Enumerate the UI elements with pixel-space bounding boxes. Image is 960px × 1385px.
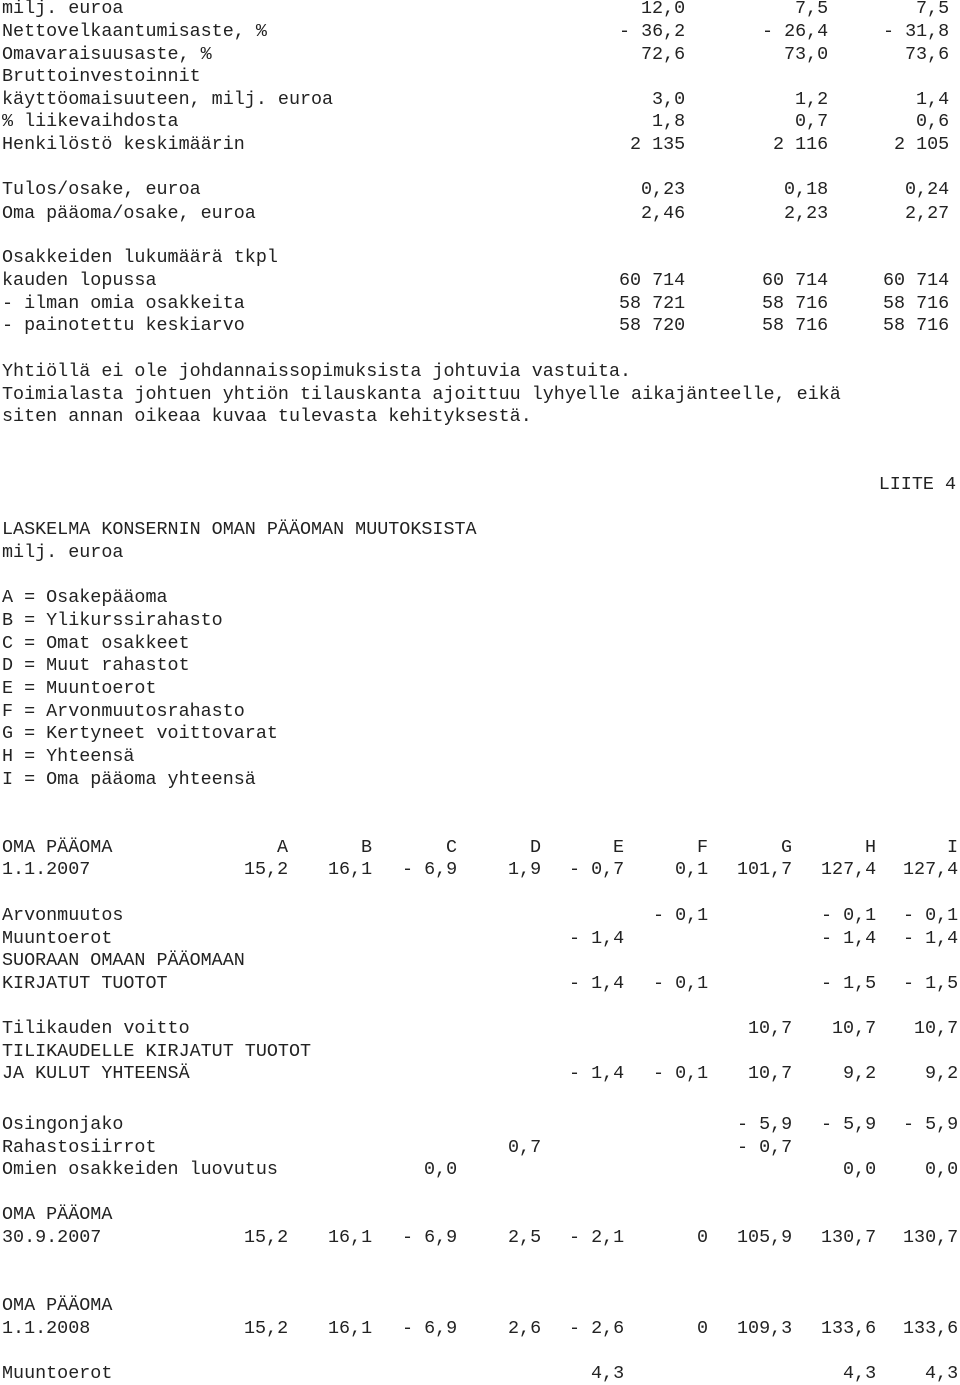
value-cell: 127,4	[903, 859, 959, 880]
value-cell: 10,7	[748, 1063, 793, 1084]
value-cell: 60 714	[762, 270, 829, 291]
row-label: 1.1.2007	[2, 859, 91, 880]
value-cell: 58 716	[762, 315, 829, 336]
row-label: Osakkeiden lukumäärä tkpl	[2, 247, 278, 268]
row-label: Osingonjako	[2, 1114, 124, 1135]
value-cell: - 2,6	[569, 1318, 625, 1339]
value-cell: 1,9	[508, 859, 542, 880]
row-label: - painotettu keskiarvo	[2, 315, 245, 336]
row-label: Bruttoinvestoinnit	[2, 66, 201, 87]
value-cell: - 1,4	[569, 928, 625, 949]
note-line: Toimialasta johtuen yhtiön tilauskanta ajoittuu lyhyelle aikajänteelle, eikä	[2, 384, 841, 405]
value-cell: 73,6	[905, 44, 950, 65]
value-cell: 2 105	[894, 134, 950, 155]
legend-item: H = Yhteensä	[2, 746, 135, 767]
value-cell: 2,6	[508, 1318, 542, 1339]
value-cell: 58 716	[883, 293, 950, 314]
value-cell: - 1,5	[821, 973, 877, 994]
value-cell: 1,4	[916, 89, 950, 110]
value-cell: 101,7	[737, 859, 793, 880]
value-cell: 130,7	[821, 1227, 877, 1248]
value-cell: - 0,7	[737, 1137, 793, 1158]
value-cell: 1,2	[795, 89, 829, 110]
value-cell: 16,1	[328, 1318, 373, 1339]
value-cell: 0,7	[508, 1137, 542, 1158]
column-header: H	[865, 837, 877, 858]
value-cell: 2 116	[773, 134, 829, 155]
value-cell: 10,7	[748, 1018, 793, 1039]
value-cell: - 0,1	[821, 905, 877, 926]
value-cell: 0,0	[925, 1159, 959, 1180]
key-figure-row	[2, 133, 950, 156]
row-label: käyttöomaisuuteen, milj. euroa	[2, 89, 334, 110]
legend-item: I = Oma pääoma yhteensä	[2, 769, 256, 790]
value-cell: - 2,1	[569, 1227, 625, 1248]
key-figure-row	[2, 246, 278, 269]
column-header: I	[947, 837, 959, 858]
value-cell: - 1,4	[569, 973, 625, 994]
key-figure-row	[2, 202, 950, 225]
value-cell: 127,4	[821, 859, 877, 880]
value-cell: 0	[697, 1318, 709, 1339]
value-cell: 60 714	[619, 270, 686, 291]
value-cell: 58 716	[883, 315, 950, 336]
value-cell: 15,2	[244, 1318, 289, 1339]
row-label: Tulos/osake, euroa	[2, 179, 201, 200]
value-cell: - 1,4	[821, 928, 877, 949]
value-cell: 0,0	[424, 1159, 458, 1180]
column-header: A	[277, 837, 289, 858]
key-figure-row	[2, 65, 201, 88]
value-cell: 15,2	[244, 859, 289, 880]
value-cell: 16,1	[328, 859, 373, 880]
row-label: TILIKAUDELLE KIRJATUT TUOTOT	[2, 1041, 312, 1062]
value-cell: 105,9	[737, 1227, 793, 1248]
row-label: Rahastosiirrot	[2, 1137, 157, 1158]
value-cell: 133,6	[903, 1318, 959, 1339]
key-figure-row	[2, 0, 950, 20]
value-cell: 1,8	[652, 111, 686, 132]
row-label: Henkilöstö keskimäärin	[2, 134, 245, 155]
value-cell: 0,6	[916, 111, 950, 132]
key-figure-row	[2, 110, 950, 133]
row-label: 30.9.2007	[2, 1227, 102, 1248]
value-cell: 9,2	[843, 1063, 877, 1084]
key-figure-row	[2, 43, 950, 66]
unit-label: milj. euroa	[2, 542, 124, 563]
value-cell: 12,0	[641, 0, 686, 19]
value-cell: 130,7	[903, 1227, 959, 1248]
value-cell: - 0,1	[653, 1063, 709, 1084]
value-cell: 16,1	[328, 1227, 373, 1248]
column-header: C	[446, 837, 458, 858]
row-label: Muuntoerot	[2, 1363, 113, 1384]
header-label: OMA PÄÄOMA	[2, 837, 113, 858]
row-label: Arvonmuutos	[2, 905, 124, 926]
value-cell: - 26,4	[762, 21, 829, 42]
value-cell: - 31,8	[883, 21, 950, 42]
value-cell: 60 714	[883, 270, 950, 291]
value-cell: - 0,7	[569, 859, 625, 880]
row-label: Nettovelkaantumisaste, %	[2, 21, 267, 42]
legend-item: D = Muut rahastot	[2, 655, 190, 676]
value-cell: 133,6	[821, 1318, 877, 1339]
value-cell: 109,3	[737, 1318, 793, 1339]
value-cell: 58 716	[762, 293, 829, 314]
column-header: B	[361, 837, 373, 858]
row-label: SUORAAN OMAAN PÄÄOMAAN	[2, 950, 245, 971]
value-cell: - 1,4	[569, 1063, 625, 1084]
value-cell: - 6,9	[402, 859, 458, 880]
note-line: Yhtiöllä ei ole johdannaissopimuksista johtuvia vastuita.	[2, 361, 632, 382]
key-figure-row	[2, 178, 950, 201]
value-cell: - 5,9	[737, 1114, 793, 1135]
column-header: F	[697, 837, 709, 858]
value-cell: 4,3	[843, 1363, 877, 1384]
value-cell: - 36,2	[619, 21, 686, 42]
legend-item: A = Osakepääoma	[2, 587, 168, 608]
row-label: 1.1.2008	[2, 1318, 91, 1339]
column-header: G	[781, 837, 793, 858]
legend-item: F = Arvonmuutosrahasto	[2, 701, 245, 722]
value-cell: 73,0	[784, 44, 829, 65]
value-cell: 2 135	[630, 134, 686, 155]
value-cell: 0,24	[905, 179, 950, 200]
value-cell: 15,2	[244, 1227, 289, 1248]
row-label: kauden lopussa	[2, 270, 157, 291]
value-cell: 58 721	[619, 293, 686, 314]
value-cell: - 0,1	[903, 905, 959, 926]
statement-title: LASKELMA KONSERNIN OMAN PÄÄOMAN MUUTOKSISTA	[2, 519, 477, 540]
appendix-label: LIITE 4	[878, 474, 956, 495]
value-cell: - 0,1	[653, 973, 709, 994]
row-label: Omien osakkeiden luovutus	[2, 1159, 278, 1180]
row-label: OMA PÄÄOMA	[2, 1204, 113, 1225]
key-figure-row	[2, 20, 950, 43]
row-label: OMA PÄÄOMA	[2, 1295, 113, 1316]
value-cell: 4,3	[591, 1363, 625, 1384]
value-cell: - 5,9	[821, 1114, 877, 1135]
value-cell: 58 720	[619, 315, 686, 336]
key-figure-row	[2, 292, 950, 315]
value-cell: 10,7	[914, 1018, 959, 1039]
row-label: Muuntoerot	[2, 928, 113, 949]
value-cell: 7,5	[916, 0, 950, 19]
value-cell: 0,0	[843, 1159, 877, 1180]
value-cell: 3,0	[652, 89, 686, 110]
equity-header-row	[2, 836, 959, 859]
value-cell: 72,6	[641, 44, 686, 65]
key-figure-row	[2, 269, 950, 292]
row-label: KIRJATUT TUOTOT	[2, 973, 168, 994]
value-cell: 4,3	[925, 1363, 959, 1384]
column-header: D	[530, 837, 542, 858]
value-cell: 0	[697, 1227, 709, 1248]
legend-item: B = Ylikurssirahasto	[2, 610, 223, 631]
value-cell: 0,7	[795, 111, 829, 132]
row-label: % liikevaihdosta	[2, 111, 179, 132]
column-header: E	[613, 837, 625, 858]
value-cell: 2,5	[508, 1227, 542, 1248]
row-label: Tilikauden voitto	[2, 1018, 190, 1039]
legend-item: G = Kertyneet voittovarat	[2, 723, 278, 744]
value-cell: 2,27	[905, 203, 950, 224]
legend-item: C = Omat osakkeet	[2, 633, 190, 654]
row-label: JA KULUT YHTEENSÄ	[2, 1063, 190, 1084]
key-figure-row	[2, 314, 950, 337]
value-cell: 7,5	[795, 0, 829, 19]
value-cell: 9,2	[925, 1063, 959, 1084]
value-cell: 2,46	[641, 203, 686, 224]
value-cell: 0,18	[784, 179, 829, 200]
value-cell: - 6,9	[402, 1318, 458, 1339]
value-cell: - 1,4	[903, 928, 959, 949]
legend-item: E = Muuntoerot	[2, 678, 157, 699]
row-label: - ilman omia osakkeita	[2, 293, 245, 314]
value-cell: - 5,9	[903, 1114, 959, 1135]
value-cell: 0,1	[675, 859, 709, 880]
row-label: milj. euroa	[2, 0, 124, 19]
value-cell: - 6,9	[402, 1227, 458, 1248]
value-cell: - 0,1	[653, 905, 709, 926]
note-line: siten annan oikeaa kuvaa tulevasta kehityksestä.	[2, 406, 532, 427]
row-label: Omavaraisuusaste, %	[2, 44, 212, 65]
key-figure-row	[2, 88, 950, 111]
value-cell: 0,23	[641, 179, 686, 200]
value-cell: 10,7	[832, 1018, 877, 1039]
value-cell: - 1,5	[903, 973, 959, 994]
value-cell: 2,23	[784, 203, 829, 224]
row-label: Oma pääoma/osake, euroa	[2, 203, 256, 224]
